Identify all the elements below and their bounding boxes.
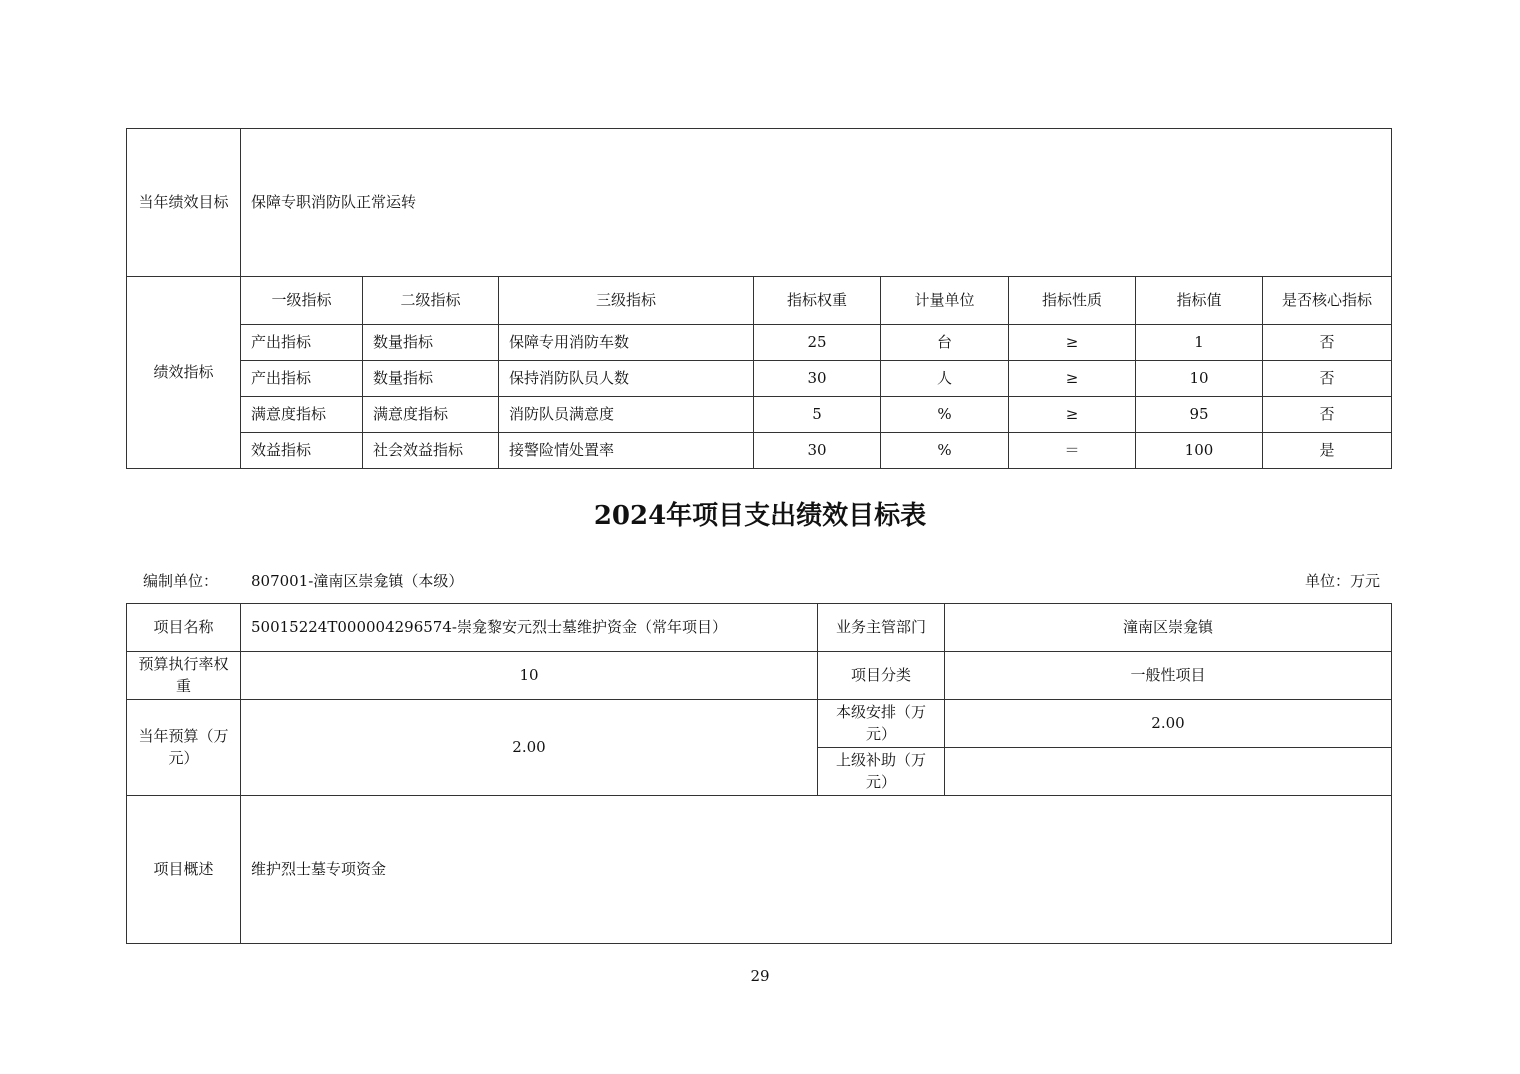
table-cell: 数量指标 <box>363 361 499 397</box>
header-cell: 二级指标 <box>363 277 499 325</box>
category-label: 项目分类 <box>818 652 945 700</box>
table-cell: 否 <box>1263 361 1392 397</box>
table-row <box>127 325 1392 361</box>
org-label: 编制单位： <box>143 572 219 590</box>
page-number: 29 <box>750 967 770 985</box>
table-cell: 30 <box>754 433 881 469</box>
dept-value: 潼南区崇龛镇 <box>945 604 1392 652</box>
table-cell: 台 <box>881 325 1009 361</box>
table-cell: 消防队员满意度 <box>499 397 754 433</box>
table-cell: % <box>881 397 1009 433</box>
table-row <box>127 433 1392 469</box>
table-cell: 效益指标 <box>241 433 363 469</box>
table-cell: 25 <box>754 325 881 361</box>
local-funding-value: 2.00 <box>945 700 1392 748</box>
header-cell: 计量单位 <box>881 277 1009 325</box>
budget-value: 2.00 <box>241 700 818 796</box>
header-cell: 三级指标 <box>499 277 754 325</box>
org-value: 807001-潼南区崇龛镇（本级） <box>251 572 464 590</box>
header-cell: 是否核心指标 <box>1263 277 1392 325</box>
header-cell: 指标值 <box>1136 277 1263 325</box>
table-cell: 接警险情处置率 <box>499 433 754 469</box>
table-cell: ＝ <box>1009 433 1136 469</box>
header-cell: 一级指标 <box>241 277 363 325</box>
table-cell: 产出指标 <box>241 325 363 361</box>
budget-label: 当年预算（万元） <box>127 700 241 796</box>
goal-label: 当年绩效目标 <box>127 129 241 277</box>
table-cell: 1 <box>1136 325 1263 361</box>
header-cell: 指标权重 <box>754 277 881 325</box>
table-cell: ≥ <box>1009 397 1136 433</box>
header-cell: 指标性质 <box>1009 277 1136 325</box>
upper-subsidy-label: 上级补助（万元） <box>818 748 945 796</box>
upper-subsidy-value <box>945 748 1392 796</box>
table-cell: 保持消防队员人数 <box>499 361 754 397</box>
category-value: 一般性项目 <box>945 652 1392 700</box>
exec-rate-value: 10 <box>241 652 818 700</box>
table-cell: 10 <box>1136 361 1263 397</box>
goal-text: 保障专职消防队正常运转 <box>241 129 1392 277</box>
table-cell: 满意度指标 <box>363 397 499 433</box>
indicators-label: 绩效指标 <box>127 277 241 469</box>
table-cell: ≥ <box>1009 325 1136 361</box>
table-cell: % <box>881 433 1009 469</box>
table-cell: ≥ <box>1009 361 1136 397</box>
table-cell: 否 <box>1263 397 1392 433</box>
overview-value: 维护烈士墓专项资金 <box>241 796 1392 944</box>
table-cell: 否 <box>1263 325 1392 361</box>
table-cell: 满意度指标 <box>241 397 363 433</box>
table-cell: 95 <box>1136 397 1263 433</box>
table-cell: 30 <box>754 361 881 397</box>
table-row <box>127 397 1392 433</box>
unit-label: 单位：万元 <box>1304 572 1380 590</box>
table-cell: 保障专用消防车数 <box>499 325 754 361</box>
table-cell: 5 <box>754 397 881 433</box>
project-table <box>126 603 1392 944</box>
dept-label: 业务主管部门 <box>818 604 945 652</box>
table-cell: 人 <box>881 361 1009 397</box>
exec-rate-label: 预算执行率权重 <box>127 652 241 700</box>
table-cell: 是 <box>1263 433 1392 469</box>
project-name-label: 项目名称 <box>127 604 241 652</box>
table-cell: 产出指标 <box>241 361 363 397</box>
project-name-value: 50015224T000004296574-崇龛黎安元烈士墓维护资金（常年项目） <box>241 604 818 652</box>
table-cell: 数量指标 <box>363 325 499 361</box>
overview-label: 项目概述 <box>127 796 241 944</box>
page-title: 2024年项目支出绩效目标表 <box>593 501 927 531</box>
table-cell: 社会效益指标 <box>363 433 499 469</box>
performance-table <box>126 128 1392 469</box>
table-row <box>127 361 1392 397</box>
table-cell: 100 <box>1136 433 1263 469</box>
local-funding-label: 本级安排（万元） <box>818 700 945 748</box>
